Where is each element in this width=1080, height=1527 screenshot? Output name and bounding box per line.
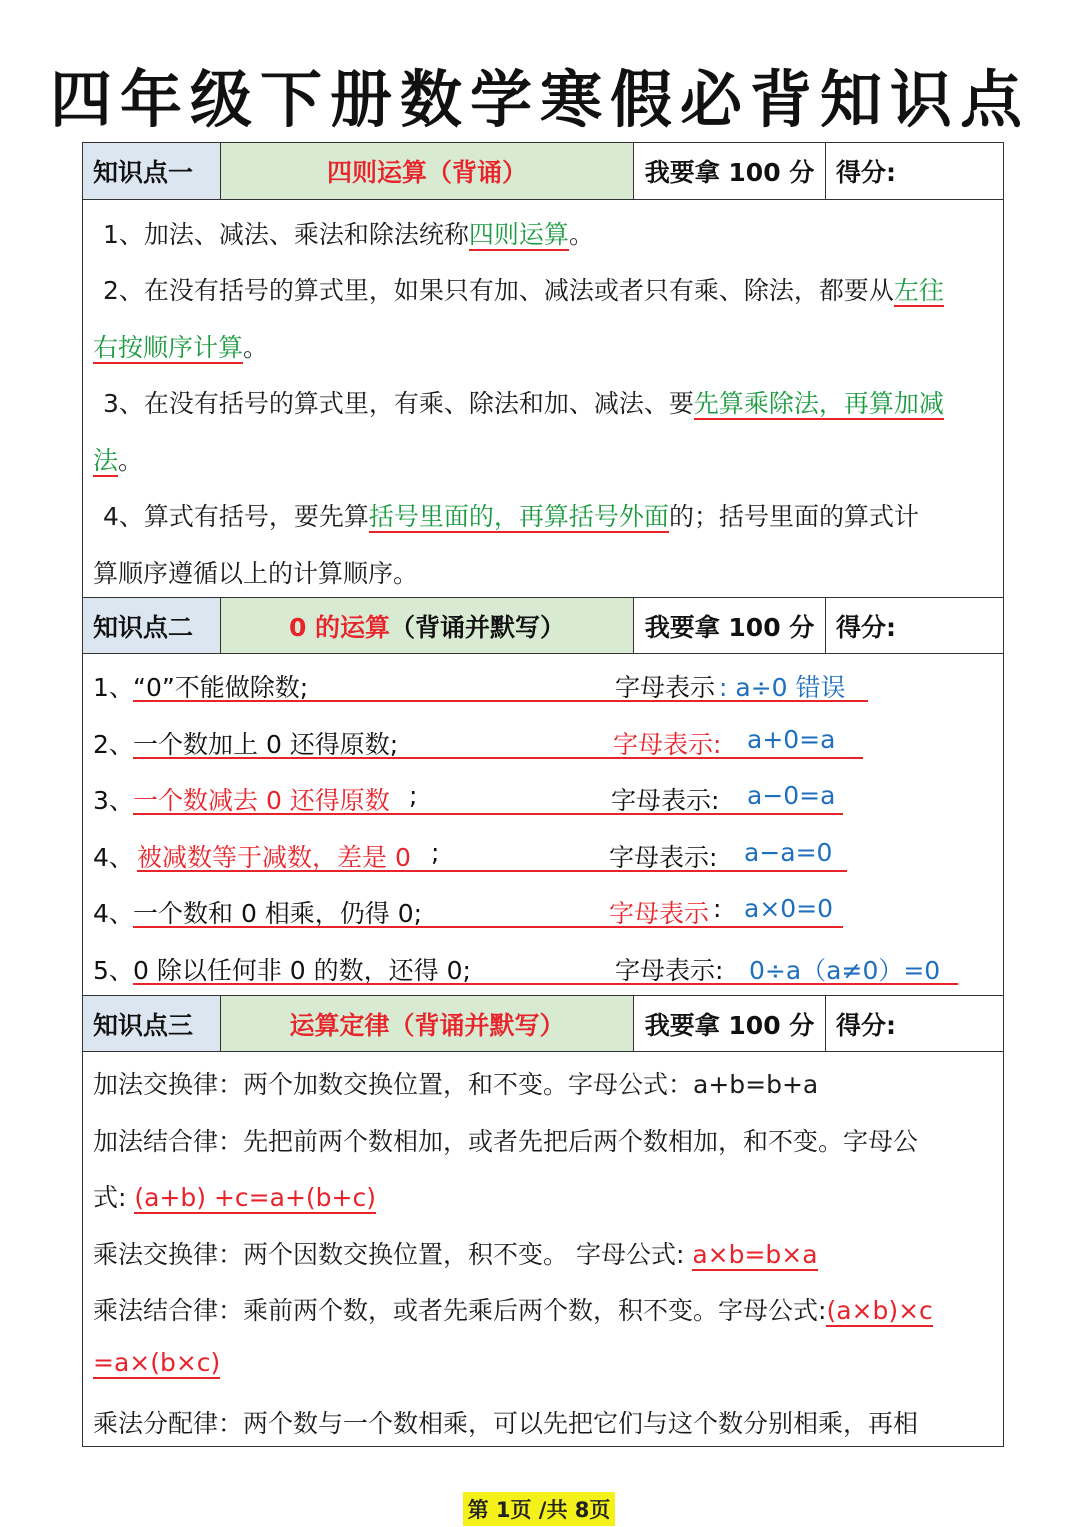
s1-line-6: 4、算式有括号，要先算括号里面的，再算括号外面的；括号里面的算式计 [103,502,919,531]
section-label: 知识点三 [83,996,221,1051]
s1-line-2: 2、在没有括号的算式里，如果只有加、减法或者只有乘、除法，都要从左往 [103,276,944,305]
goal-cell: 我要拿 100 分 [634,996,826,1051]
section-label: 知识点一 [83,143,221,199]
section-1-header [83,143,1003,200]
goal-cell: 我要拿 100 分 [634,143,826,199]
page-title: 四年级下册数学寒假必背知识点 [49,63,1030,136]
section-topic: 0 的运算 （背诵并默写） [221,598,634,653]
section-label: 知识点二 [83,598,221,653]
s3-line-7: 乘法分配律：两个数与一个数相乘，可以先把它们与这个数分别相乘，再相 [93,1409,919,1438]
score-cell: 得分: [836,612,896,642]
section-topic: 运算定律（背诵并默写） [221,996,634,1051]
s3-line-4: 乘法交换律：两个因数交换位置，积不变。 字母公式: a×b=b×a [93,1240,818,1269]
s1-line-4: 3、在没有括号的算式里，有乘、除法和加、减法、要先算乘除法，再算加减 [103,389,944,418]
section-2-header [83,597,1003,654]
s1-line-1: 1、加法、减法、乘法和除法统称四则运算。 [103,220,594,249]
s1-line-5: 法。 [93,446,144,475]
s3-line-2: 加法结合律：先把前两个数相加，或者先把后两个数相加，和不变。字母公 [93,1127,919,1156]
s1-line-7: 算顺序遵循以上的计算顺序。 [93,559,419,588]
s1-line-3: 右按顺序计算。 [93,333,269,362]
s3-line-6: =a×(b×c) [93,1348,221,1377]
s3-line-1: 加法交换律：两个加数交换位置，和不变。字母公式：a+b=b+a [93,1070,819,1099]
score-cell: 得分: [836,158,896,187]
score-cell: 得分: [836,1010,896,1040]
section-3-header [83,995,1003,1052]
s3-line-3: 式: (a+b) +c=a+(b+c) [93,1183,376,1212]
knowledge-sheet: 知识点一 四则运算（背诵） 我要拿 100 分 得分: 1、加法、减法、乘法和除法统称四则运算。 2、在没有括号的算式里，如果只有加、减法或者只有乘、除法，都要从左往 右按顺序计算。 3、在没有括号的算式里，有乘、除法和加、减法、要先算乘除法，再算加减 法。 4、算式有括号，要先算括号里面的，再算括号外面的；括号里面的算式计 算顺序遵循以上的计算顺序。 知识点二 0 的运算 （背诵并默写） 我要拿 100 分 得分: 1、 “0”不能做除数; 字母表示 : a÷0 错误 2、 一个数加上 0 还得原数; 字母表示: a+0=a 3、 一个数减去 0 还得原数 ; 字母表示: a−0=a 4、 被减数等于减数，差是 0 ; 字母表示: a−a=0 4、 一个数和 0 相乘，仍得 0; 字母表示 : a×0=0 5、 0 除以任何非 0 的数，还得 0; 字母表示: 0÷a（a≠0）=0 知识点三 运算定律（背诵并默写） 我要拿 100 分 得分: 加法交换律：两个加数交换位置，和不变。字母公式：a+b=b+a 加法结合律：先把前两个数相加，或者先把后两个数相加，和不变。字母公 式: (a+b) +c=a+(b+c) 乘法交换律：两个因数交换位置，积不变。 字母公式: a×b=b×a 乘法结合律：乘前两个数，或者先乘后两个数，积不变。字母公式:(a×b)×c =a×(b×c) 乘法分配律：两个数与一个数相乘，可以先把它们与这个数分别相乘，再相 [82,142,1004,1447]
s3-line-5: 乘法结合律：乘前两个数，或者先乘后两个数，积不变。字母公式:(a×b)×c [93,1296,933,1325]
page-footer: 第 1页 /共 8页 [463,1492,615,1526]
goal-cell: 我要拿 100 分 [634,598,826,653]
section-topic: 四则运算（背诵） [221,143,634,199]
